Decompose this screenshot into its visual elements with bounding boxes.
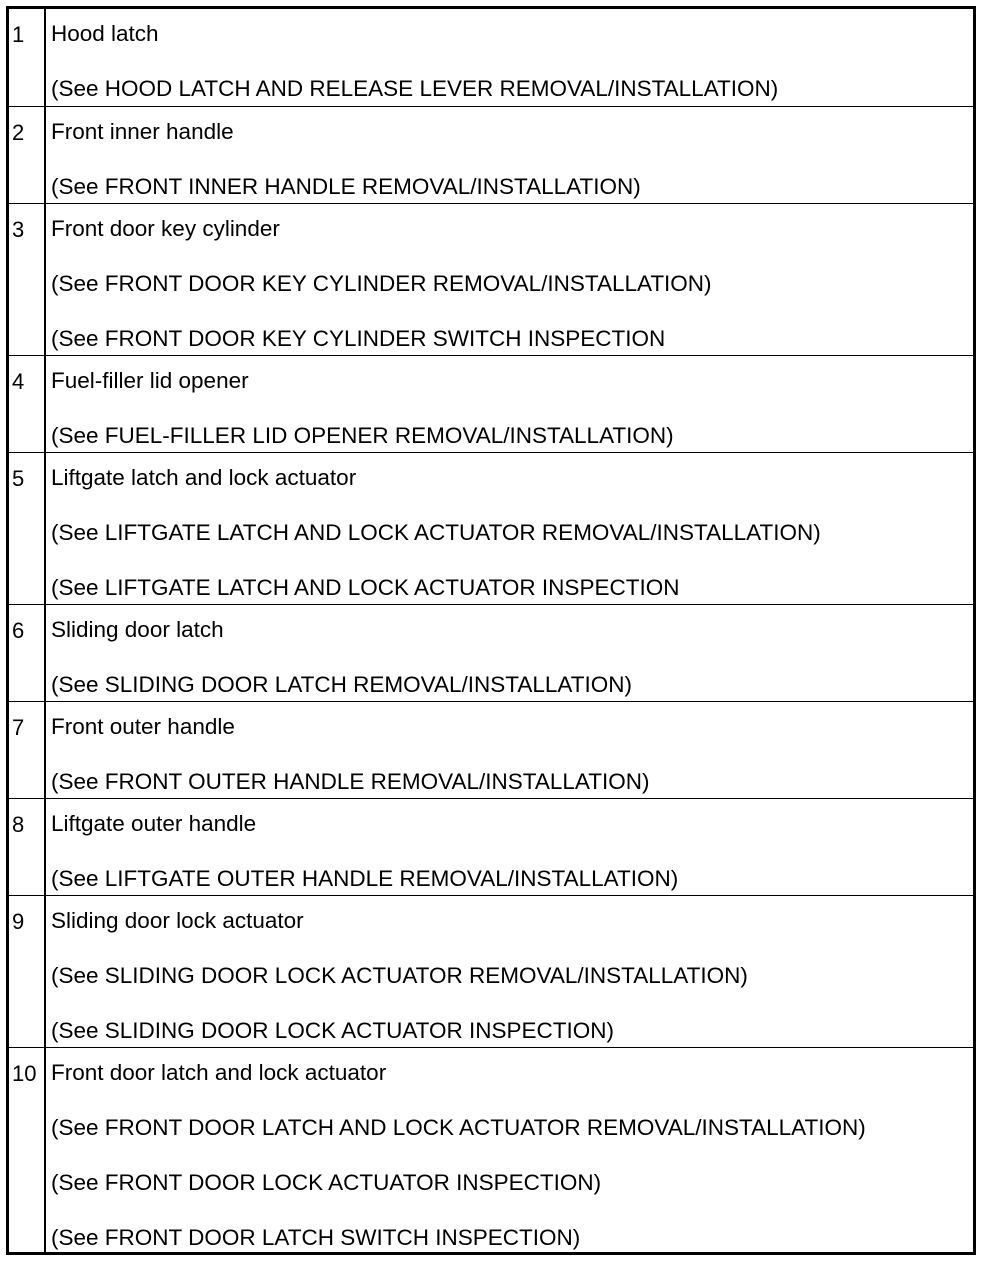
reference-link[interactable]: (See LIFTGATE OUTER HANDLE REMOVAL/INSTALLATION)	[51, 865, 679, 891]
component-title: Front outer handle	[51, 713, 235, 739]
reference-link[interactable]: (See FRONT DOOR KEY CYLINDER REMOVAL/INSTALLATION)	[51, 270, 712, 296]
table-row	[9, 355, 973, 452]
row-number-cell	[9, 355, 45, 452]
row-number: 9	[12, 908, 25, 934]
row-number-cell	[9, 106, 45, 203]
row-description-cell	[45, 798, 973, 895]
table-row	[9, 1047, 973, 1252]
row-description-cell	[45, 604, 973, 701]
row-description-cell	[45, 106, 973, 203]
row-description-cell	[45, 355, 973, 452]
reference-link[interactable]: (See FRONT OUTER HANDLE REMOVAL/INSTALLATION)	[51, 768, 650, 794]
row-number-cell	[9, 798, 45, 895]
reference-link[interactable]: (See LIFTGATE LATCH AND LOCK ACTUATOR REMOVAL/INSTALLATION)	[51, 519, 821, 545]
component-title: Hood latch	[51, 21, 159, 46]
row-number-cell	[9, 9, 45, 106]
row-description-cell	[45, 1047, 973, 1252]
component-title: Fuel-filler lid opener	[51, 367, 249, 393]
row-number-cell	[9, 452, 45, 604]
component-title: Liftgate outer handle	[51, 810, 257, 836]
table-row	[9, 895, 973, 1047]
row-number-cell	[9, 895, 45, 1047]
reference-link[interactable]: (See FRONT DOOR LATCH AND LOCK ACTUATOR REMOVAL/INSTALLATION)	[51, 1114, 866, 1140]
row-number: 10	[12, 1060, 37, 1086]
table-row	[9, 452, 973, 604]
table-row	[9, 9, 973, 106]
row-number-cell	[9, 701, 45, 798]
reference-link[interactable]: (See FUEL-FILLER LID OPENER REMOVAL/INSTALLATION)	[51, 422, 674, 448]
row-description-cell	[45, 452, 973, 604]
table-row	[9, 701, 973, 798]
table-row	[9, 203, 973, 355]
table-row	[9, 106, 973, 203]
row-number-cell	[9, 604, 45, 701]
row-number: 6	[12, 617, 25, 643]
reference-link[interactable]: (See FRONT DOOR KEY CYLINDER SWITCH INSPECTION	[51, 325, 666, 351]
reference-link[interactable]: (See FRONT DOOR LOCK ACTUATOR INSPECTION)	[51, 1169, 602, 1195]
table-row	[9, 798, 973, 895]
row-description-cell	[45, 701, 973, 798]
row-number-cell	[9, 1047, 45, 1252]
component-title: Front inner handle	[51, 118, 234, 144]
row-number: 5	[12, 465, 25, 491]
row-number: 3	[12, 216, 25, 242]
row-number: 4	[12, 368, 25, 394]
component-title: Front door latch and lock actuator	[51, 1059, 387, 1085]
reference-link[interactable]: (See SLIDING DOOR LOCK ACTUATOR REMOVAL/INSTALLATION)	[51, 962, 748, 988]
row-description-cell	[45, 203, 973, 355]
row-number: 8	[12, 811, 25, 837]
component-title: Sliding door latch	[51, 616, 224, 642]
component-title: Front door key cylinder	[51, 215, 280, 241]
reference-link[interactable]: (See FRONT INNER HANDLE REMOVAL/INSTALLATION)	[51, 173, 641, 199]
row-description-cell	[45, 9, 973, 106]
reference-link[interactable]: (See LIFTGATE LATCH AND LOCK ACTUATOR INSPECTION	[51, 574, 680, 600]
reference-link[interactable]: (See FRONT DOOR LATCH SWITCH INSPECTION)	[51, 1224, 581, 1250]
table-row	[9, 604, 973, 701]
row-number-cell	[9, 203, 45, 355]
parts-reference-sheet	[6, 6, 976, 1255]
reference-link[interactable]: (See SLIDING DOOR LATCH REMOVAL/INSTALLATION)	[51, 671, 632, 697]
row-description-cell	[45, 895, 973, 1047]
row-number: 1	[12, 22, 25, 47]
parts-reference-table	[9, 9, 973, 1252]
reference-link[interactable]: (See SLIDING DOOR LOCK ACTUATOR INSPECTION)	[51, 1017, 615, 1043]
reference-link[interactable]: (See HOOD LATCH AND RELEASE LEVER REMOVAL/INSTALLATION)	[51, 76, 779, 101]
component-title: Sliding door lock actuator	[51, 907, 304, 933]
component-title: Liftgate latch and lock actuator	[51, 464, 357, 490]
row-number: 2	[12, 119, 25, 145]
row-number: 7	[12, 714, 25, 740]
